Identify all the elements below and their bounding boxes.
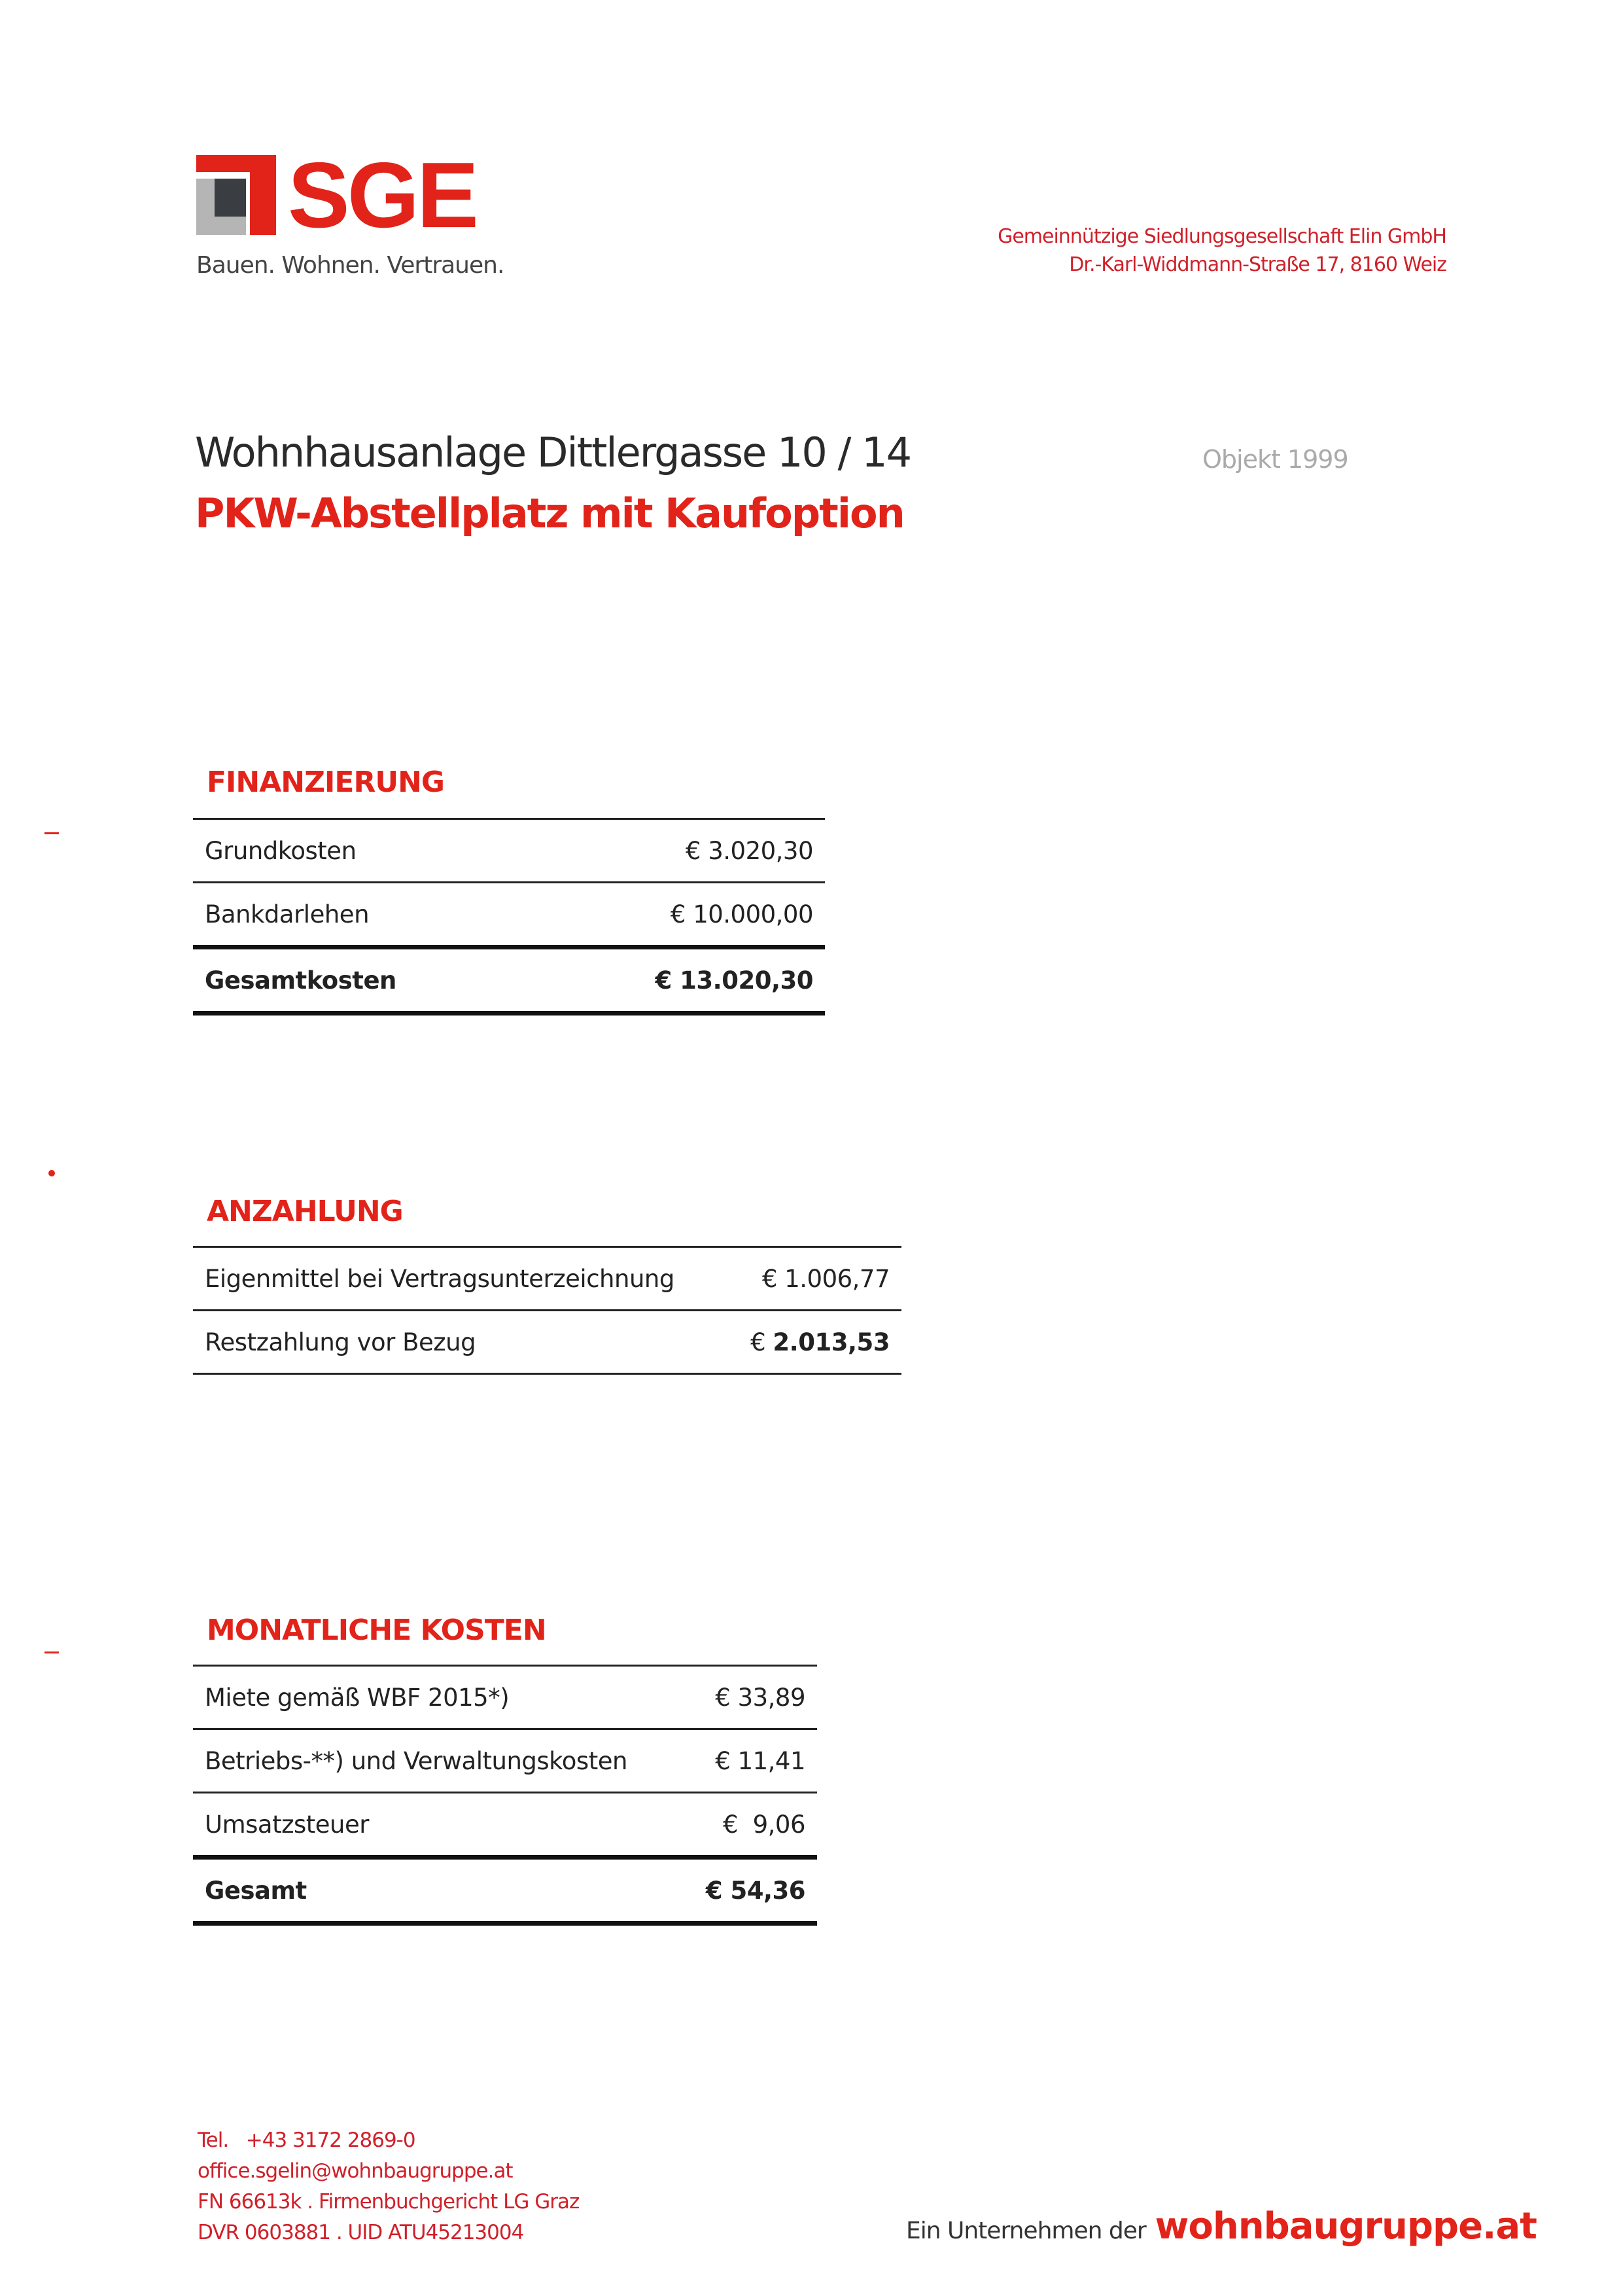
footer-fn: FN 66613k . Firmenbuchgericht LG Graz xyxy=(198,2190,580,2214)
row-value: € 1.006,77 xyxy=(725,1247,901,1311)
fold-mark xyxy=(44,1651,59,1653)
row-label: Restzahlung vor Bezug xyxy=(193,1311,725,1374)
currency-symbol: € xyxy=(750,1328,766,1356)
logo-brand: SGE xyxy=(288,143,476,247)
company-name: Gemeinnützige Siedlungsgesellschaft Elin GmbH xyxy=(998,225,1446,248)
punch-mark xyxy=(48,1170,55,1176)
row-label: Miete gemäß WBF 2015*) xyxy=(193,1666,682,1729)
company-address-block xyxy=(998,222,1446,279)
table-row xyxy=(193,1793,817,1858)
footer-tel: Tel. +43 3172 2869-0 xyxy=(198,2128,415,2152)
page-subtitle: PKW-Abstellplatz mit Kaufoption xyxy=(195,489,904,537)
row-label: Bankdarlehen xyxy=(193,883,536,947)
fold-mark xyxy=(44,832,59,834)
table-row xyxy=(193,1666,817,1729)
total-label: Gesamt xyxy=(193,1858,682,1924)
monatlich-table xyxy=(193,1665,817,1926)
company-address: Dr.-Karl-Widdmann-Straße 17, 8160 Weiz xyxy=(1069,253,1446,276)
total-value: € 13.020,30 xyxy=(536,947,825,1014)
footer-group xyxy=(906,2205,1537,2248)
footer-contact xyxy=(198,2125,579,2248)
section-heading-monatlich: MONATLICHE KOSTEN xyxy=(207,1614,546,1647)
anzahlung-table xyxy=(193,1246,901,1375)
table-row xyxy=(193,1247,901,1311)
row-value: € 10.000,00 xyxy=(536,883,825,947)
footer-email[interactable]: office.sgelin@wohnbaugruppe.at xyxy=(198,2159,513,2183)
row-value xyxy=(725,1311,901,1374)
object-number: Objekt 1999 xyxy=(1202,445,1348,474)
finanzierung-table xyxy=(193,818,825,1016)
logo-tagline: Bauen. Wohnen. Vertrauen. xyxy=(196,252,504,279)
group-logo: wohnbaugruppe.at xyxy=(1155,2205,1537,2248)
row-amount: 2.013,53 xyxy=(773,1328,890,1356)
table-row xyxy=(193,1311,901,1374)
group-prefix: Ein Unternehmen der xyxy=(906,2217,1146,2244)
table-row xyxy=(193,819,825,883)
table-total-row xyxy=(193,947,825,1014)
sge-logo-icon xyxy=(196,155,276,235)
row-value: € 3.020,30 xyxy=(536,819,825,883)
page-title: Wohnhausanlage Dittlergasse 10 / 14 xyxy=(195,429,911,476)
table-row xyxy=(193,883,825,947)
section-heading-finanzierung: FINANZIERUNG xyxy=(207,766,445,799)
row-value: € 33,89 xyxy=(682,1666,817,1729)
row-label: Umsatzsteuer xyxy=(193,1793,682,1858)
row-value: € 11,41 xyxy=(682,1729,817,1793)
table-total-row xyxy=(193,1858,817,1924)
table-row xyxy=(193,1729,817,1793)
total-value: € 54,36 xyxy=(682,1858,817,1924)
row-label: Grundkosten xyxy=(193,819,536,883)
row-label: Betriebs-**) und Verwaltungskosten xyxy=(193,1729,682,1793)
row-value: € 9,06 xyxy=(682,1793,817,1858)
footer-dvr: DVR 0603881 . UID ATU45213004 xyxy=(198,2221,524,2244)
total-label: Gesamtkosten xyxy=(193,947,536,1014)
section-heading-anzahlung: ANZAHLUNG xyxy=(207,1195,403,1228)
row-label: Eigenmittel bei Vertragsunterzeichnung xyxy=(193,1247,725,1311)
